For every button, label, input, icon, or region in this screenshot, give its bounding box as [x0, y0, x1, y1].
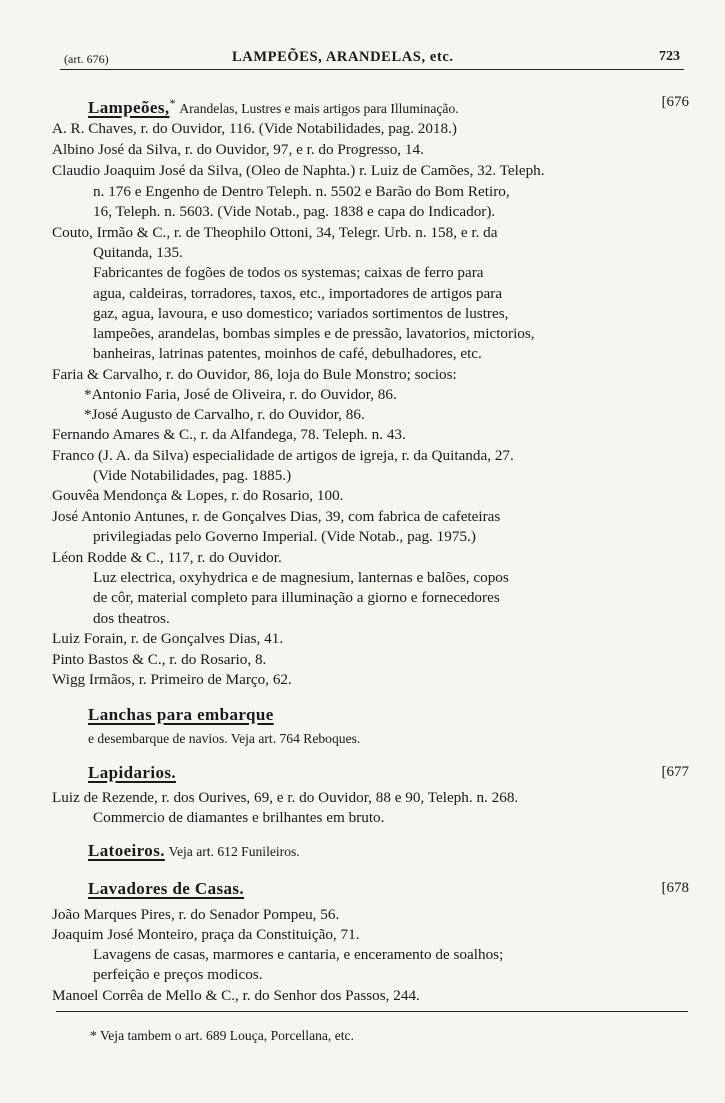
entry-line: 16, Teleph. n. 5603. (Vide Notab., pag. 1838 e capa do Indicador).	[93, 203, 496, 220]
footnote-rule	[56, 1011, 688, 1012]
entry-line: José Antonio Antunes, r. de Gonçalves Dias, 39, com fabrica de cafeteiras	[52, 508, 501, 525]
heading-text: Latoeiros.	[88, 841, 165, 860]
entry-line: Fernando Amares & C., r. da Alfandega, 78. Teleph. n. 43.	[52, 426, 406, 443]
section-heading-lapidarios	[88, 764, 176, 783]
entry-line: Pinto Bastos & C., r. do Rosario, 8.	[52, 651, 267, 668]
entry-line: (Vide Notabilidades, pag. 1885.)	[93, 467, 292, 484]
heading-text: Lanchas para embarque	[88, 705, 274, 724]
entry-line: Joaquim José Monteiro, praça da Constituição, 71.	[52, 926, 360, 943]
entry-line: banheiras, latrinas patentes, moinhos de café, debulhadores, etc.	[93, 345, 482, 362]
footnote: * Veja tambem o art. 689 Louça, Porcellana, etc.	[90, 1028, 354, 1043]
section-subtitle: Arandelas, Lustres e mais artigos para Illuminação.	[179, 101, 459, 117]
entry-line: Luiz de Rezende, r. dos Ourives, 69, e r. do Ouvidor, 88 e 90, Teleph. n. 268.	[52, 789, 519, 806]
entry-line: *José Augusto de Carvalho, r. do Ouvidor, 86.	[84, 406, 365, 423]
entry-line: Franco (J. A. da Silva) especialidade de artigos de igreja, r. da Quitanda, 27.	[52, 447, 514, 464]
entry-line: dos theatros.	[93, 610, 170, 627]
entry-line: Fabricantes de fogões de todos os systemas; caixas de ferro para	[93, 264, 484, 281]
entry-line: Luz electrica, oxyhydrica e de magnesium, lanternas e balões, copos	[93, 569, 509, 586]
section-heading-lanchas	[88, 706, 274, 725]
header-rule	[60, 69, 684, 70]
entry-line: perfeição e preços modicos.	[93, 966, 263, 983]
entry-line: Luiz Forain, r. de Gonçalves Dias, 41.	[52, 630, 284, 647]
page-number: 723	[659, 49, 680, 64]
article-mark-676: [676	[661, 94, 689, 110]
heading-text: Lapidarios.	[88, 763, 177, 782]
entry-line: Wigg Irmãos, r. Primeiro de Março, 62.	[52, 671, 292, 688]
entry-line: *Antonio Faria, José de Oliveira, r. do Ouvidor, 86.	[84, 386, 397, 403]
article-mark-678: [678	[661, 880, 689, 896]
section-heading-lavadores	[88, 880, 244, 899]
entry-line: Commercio de diamantes e brilhantes em bruto.	[93, 809, 385, 826]
page-header	[64, 48, 684, 70]
section-subtitle: Veja art. 612 Funileiros.	[168, 844, 300, 859]
entry-line: gaz, agua, lavoura, e uso domestico; variados sortimentos de lustres,	[93, 305, 509, 322]
entry-line: privilegiadas pelo Governo Imperial. (Vide Notab., pag. 1975.)	[93, 528, 476, 545]
section-heading-latoeiros	[88, 842, 300, 861]
header-article-ref: (art. 676)	[64, 52, 109, 66]
entry-line: Gouvêa Mendonça & Lopes, r. do Rosario, 100.	[52, 487, 344, 504]
entry-line: e desembarque de navios. Veja art. 764 Reboques.	[88, 731, 361, 746]
heading-text: Lampeões,	[88, 98, 170, 118]
entry-line: Albino José da Silva, r. do Ouvidor, 97, e r. do Progresso, 14.	[52, 141, 424, 158]
entry-line: de côr, material completo para illuminação a giorno e fornecedores	[93, 589, 500, 606]
entry-line: Faria & Carvalho, r. do Ouvidor, 86, loja do Bule Monstro; socios:	[52, 366, 457, 383]
entry-line: n. 176 e Engenho de Dentro Teleph. n. 5502 e Barão do Bom Retiro,	[93, 183, 510, 200]
entry-line: Manoel Corrêa de Mello & C., r. do Senhor dos Passos, 244.	[52, 987, 420, 1004]
entry-line: Quitanda, 135.	[93, 244, 183, 261]
entry-line: agua, caldeiras, torradores, taxos, etc., importadores de artigos para	[93, 285, 503, 302]
header-title: LAMPEÕES, ARANDELAS, etc.	[232, 49, 454, 65]
entry-line: João Marques Pires, r. do Senador Pompeu, 56.	[52, 906, 340, 923]
entry-line: Léon Rodde & C., 117, r. do Ouvidor.	[52, 549, 282, 566]
entry-line: lampeões, arandelas, bombas simples e de pressão, lavatorios, mictorios,	[93, 325, 535, 342]
entry-line: Lavagens de casas, marmores e cantaria, e enceramento de soalhos;	[93, 946, 504, 963]
entry-line: A. R. Chaves, r. do Ouvidor, 116. (Vide Notabilidades, pag. 2018.)	[52, 120, 457, 137]
footnote-star: *	[169, 96, 176, 110]
entry-line: Claudio Joaquim José da Silva, (Oleo de Naphta.) r. Luiz de Camões, 32. Teleph.	[52, 162, 545, 179]
entry-line: Couto, Irmão & C., r. de Theophilo Ottoni, 34, Telegr. Urb. n. 158, e r. da	[52, 224, 498, 241]
article-mark-677: [677	[661, 764, 689, 780]
heading-text: Lavadores de Casas.	[88, 879, 245, 898]
section-heading-lampeoes	[88, 94, 459, 118]
